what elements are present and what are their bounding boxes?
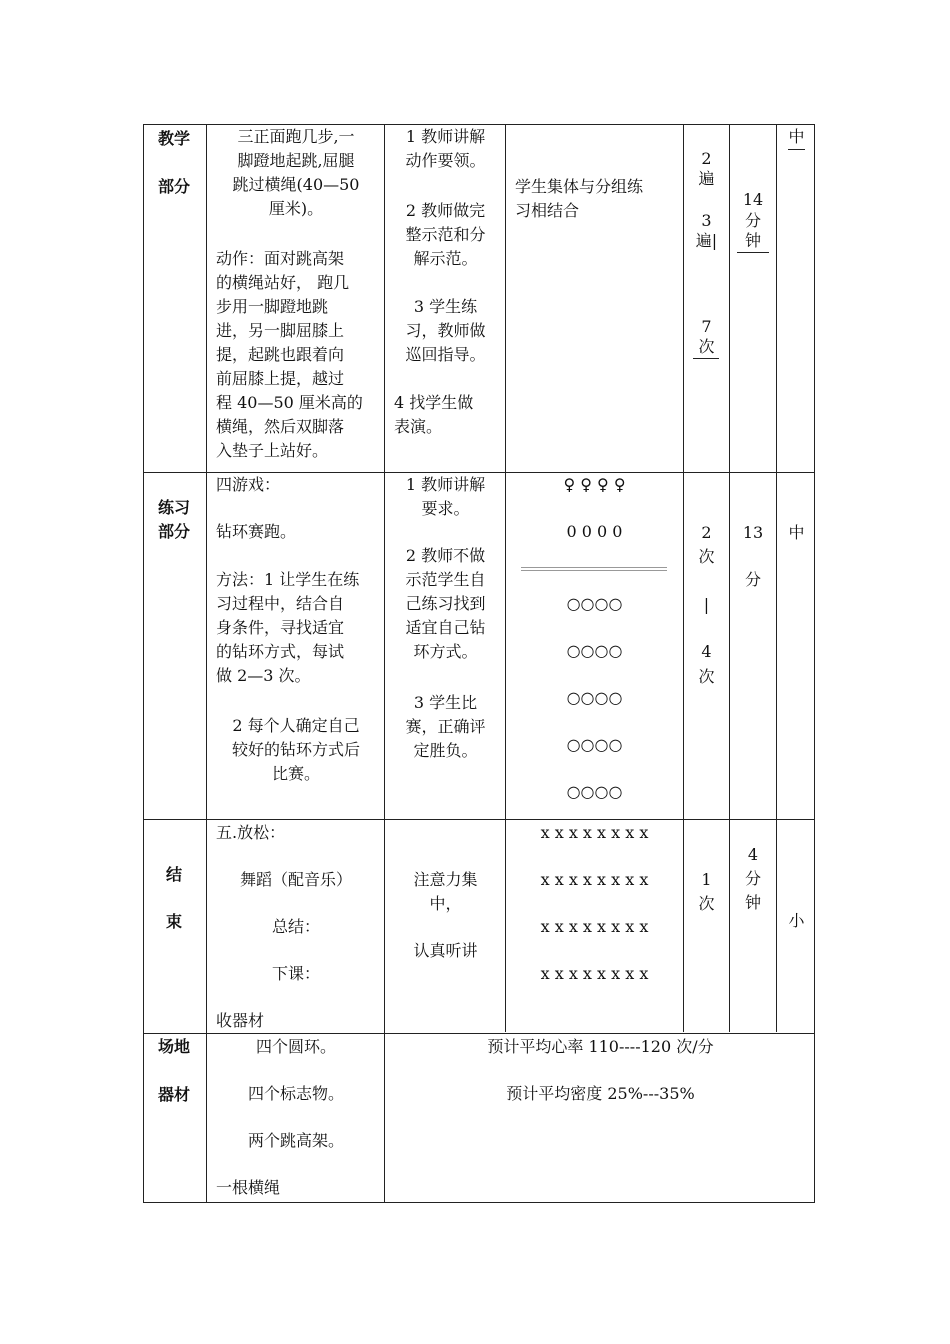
content-line: 比赛。 <box>271 764 320 783</box>
times-line: | <box>703 595 710 614</box>
section-label: 场地 <box>158 1037 191 1056</box>
section-label: 部分 <box>158 522 191 541</box>
section-label: 教学 <box>158 129 191 148</box>
teacher-line: 3 学生比 <box>413 693 478 712</box>
formation-circles: ○○○○ <box>566 594 623 613</box>
formation-circles: ○○○○ <box>566 782 623 801</box>
times-line: 遍| <box>695 231 718 250</box>
times-line: 遍 <box>698 169 715 188</box>
underline <box>693 358 719 359</box>
duration-line: 分 <box>744 211 761 230</box>
duration-line: 钟 <box>744 231 761 250</box>
times-line: 次 <box>698 337 715 356</box>
duration-line: 4 <box>747 845 759 864</box>
times-line: 2 <box>701 149 712 168</box>
teacher-line: 解示范。 <box>413 249 478 268</box>
content-line: 三正面跑几步,一 <box>237 127 355 146</box>
lesson-plan-table <box>143 124 815 1203</box>
content-line: 下课： <box>271 964 320 983</box>
content-line: 舞蹈（配音乐） <box>239 870 352 889</box>
teacher-line: 习，教师做 <box>405 321 486 340</box>
teacher-line: 示范学生自 <box>405 570 486 589</box>
teacher-line: 2 教师做完 <box>405 201 486 220</box>
intensity-text: 中 <box>788 125 804 150</box>
intensity-value <box>777 125 816 150</box>
times-line: 7 <box>701 317 712 336</box>
density-estimate: 预计平均密度 25%---35% <box>506 1084 695 1103</box>
column-divider <box>206 125 207 1202</box>
formation-circles: ○○○○ <box>566 641 623 660</box>
action-line: 横绳，然后双脚落 <box>216 417 345 436</box>
duration-line: 13 <box>742 523 764 542</box>
column-divider <box>776 125 777 1032</box>
formation-row: x x x x x x x x <box>540 917 649 936</box>
heart-rate-estimate: 预计平均心率 110----120 次/分 <box>487 1037 714 1056</box>
content-line: 做 2—3 次。 <box>216 666 311 685</box>
teacher-line: 整示范和分 <box>405 225 486 244</box>
formation-top: ♀ ♀ ♀ ♀ <box>563 475 626 494</box>
times-line: 3 <box>701 211 712 230</box>
times-line: 1 <box>701 870 712 889</box>
equipment-line: 四个圆环。 <box>255 1037 336 1056</box>
line-marker <box>521 567 667 571</box>
section-label: 器材 <box>158 1085 191 1104</box>
content-line: 总结： <box>271 917 320 936</box>
content-line: 收器材 <box>216 1011 265 1030</box>
teacher-line: 定胜负。 <box>413 741 478 760</box>
formation-zeros: 0 0 0 0 <box>566 522 623 541</box>
section-label: 练习 <box>158 498 191 517</box>
teacher-line: 1 教师讲解 <box>405 127 486 146</box>
organization-line: 习相结合 <box>515 201 580 220</box>
duration-line: 分 <box>744 869 761 888</box>
duration-line: 钟 <box>744 893 761 912</box>
teacher-line: 3 学生练 <box>413 297 478 316</box>
action-line: 动作：面对跳高架 <box>216 249 345 268</box>
times-line: 2 <box>701 523 712 542</box>
intensity-value: 小 <box>788 911 805 930</box>
action-line: 的横绳站好， 跑几 <box>216 273 350 292</box>
teacher-line: 注意力集 <box>413 870 478 889</box>
duration-line: 分 <box>744 570 761 589</box>
action-line: 程 40—50 厘米高的 <box>216 393 363 412</box>
content-line: 四游戏： <box>216 475 281 494</box>
content-line: 跳过横绳(40—50 <box>232 175 360 194</box>
teacher-line: 1 教师讲解 <box>405 475 486 494</box>
teacher-line: 动作要领。 <box>405 151 486 170</box>
teacher-line: 要求。 <box>421 499 470 518</box>
action-line: 前屈膝上提，越过 <box>216 369 345 388</box>
action-line: 提，起跳也跟着向 <box>216 345 345 364</box>
content-line: 较好的钻环方式后 <box>231 740 360 759</box>
content-line: 五.放松： <box>216 823 286 842</box>
section-label: 结 <box>166 865 183 884</box>
times-line: 4 <box>701 642 712 661</box>
teacher-line: 己练习找到 <box>405 594 486 613</box>
times-line: 次 <box>698 547 715 566</box>
teacher-line: 4 找学生做 <box>394 393 474 412</box>
formation-row: x x x x x x x x <box>540 964 649 983</box>
content-line: 的钻环方式，每试 <box>216 642 345 661</box>
content-line: 脚蹬地起跳,屈腿 <box>237 151 355 170</box>
content-line: 钻环赛跑。 <box>216 522 297 541</box>
content-line: 厘米)。 <box>268 199 324 218</box>
section-label: 束 <box>166 912 183 931</box>
equipment-line: 一根横绳 <box>216 1178 281 1197</box>
teacher-line: 巡回指导。 <box>405 345 486 364</box>
teacher-line: 表演。 <box>394 417 443 436</box>
formation-circles: ○○○○ <box>566 688 623 707</box>
underline <box>737 252 769 253</box>
formation-row: x x x x x x x x <box>540 823 649 842</box>
section-label: 部分 <box>158 177 191 196</box>
times-line: 次 <box>698 667 715 686</box>
action-line: 步用一脚蹬地跳 <box>216 297 329 316</box>
action-line: 进，另一脚屈膝上 <box>216 321 345 340</box>
row-divider <box>144 1033 814 1034</box>
equipment-line: 四个标志物。 <box>247 1084 344 1103</box>
teacher-line: 赛，正确评 <box>405 717 486 736</box>
teacher-line: 适宜自己钻 <box>405 618 486 637</box>
content-line: 2 每个人确定自己 <box>232 716 360 735</box>
teacher-line: 认真听讲 <box>413 941 478 960</box>
equipment-line: 两个跳高架。 <box>247 1131 344 1150</box>
content-line: 习过程中，结合自 <box>216 594 345 613</box>
row-divider <box>144 819 814 820</box>
formation-circles: ○○○○ <box>566 735 623 754</box>
column-divider <box>505 125 506 1032</box>
organization-line: 学生集体与分组练 <box>515 177 644 196</box>
teacher-line: 2 教师不做 <box>405 546 486 565</box>
intensity-value: 中 <box>788 523 805 542</box>
content-line: 方法：1 让学生在练 <box>216 570 360 589</box>
duration-line: 14 <box>742 190 764 209</box>
content-line: 身条件，寻找适宜 <box>216 618 345 637</box>
teacher-line: 中， <box>429 894 462 913</box>
formation-row: x x x x x x x x <box>540 870 649 889</box>
teacher-line: 环方式。 <box>413 642 478 661</box>
action-line: 入垫子上站好。 <box>216 441 329 460</box>
times-line: 次 <box>698 894 715 913</box>
